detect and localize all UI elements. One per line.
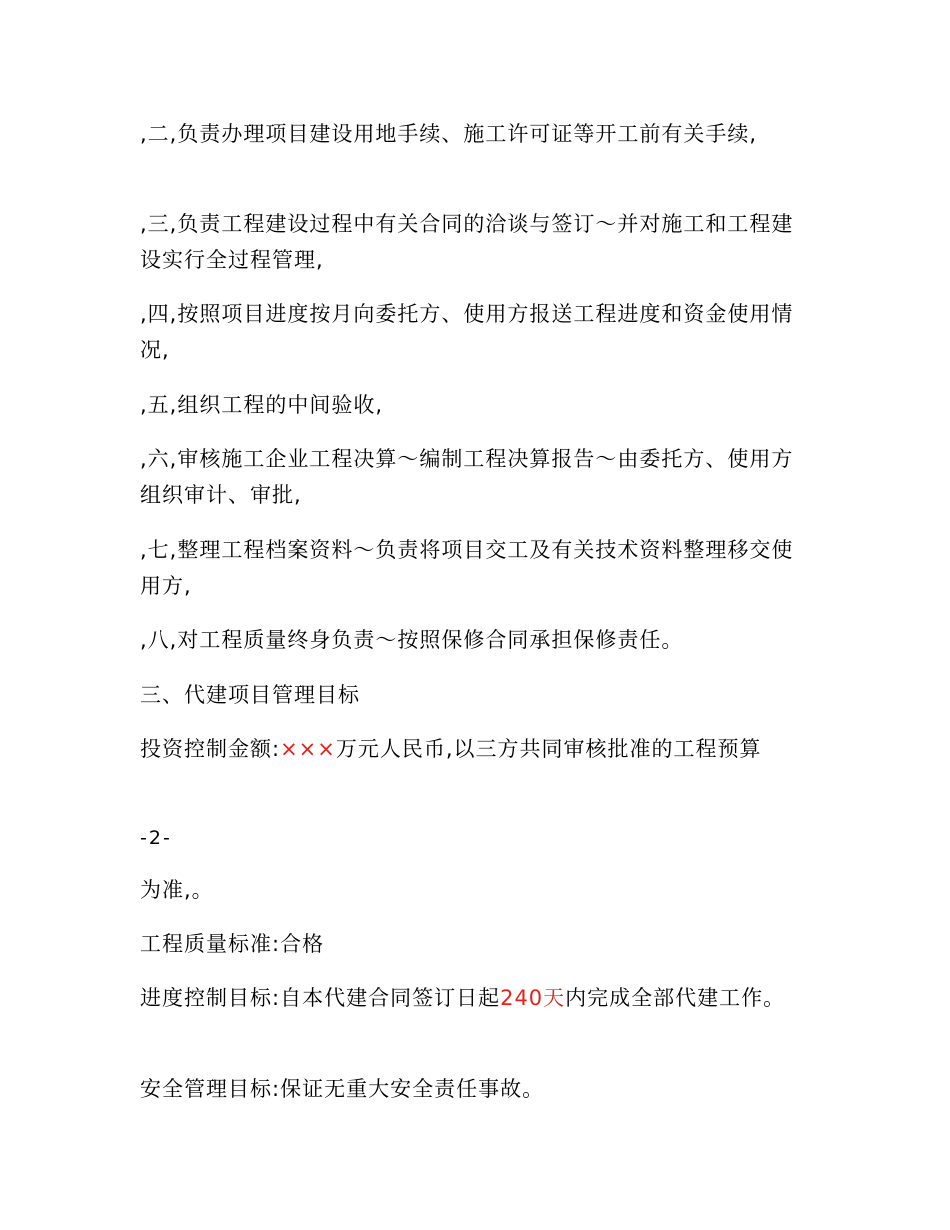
quality-target: 工程质量标准:合格 (140, 932, 325, 956)
page-number: -2- (140, 827, 172, 849)
investment-label: 投资控制金额: (140, 737, 281, 761)
section-heading: 三、代建项目管理目标 (140, 683, 360, 707)
schedule-label: 进度控制目标:自本代建合同签订日起 (140, 986, 501, 1010)
duty-item-2: ,二,负责办理项目建设用地手续、施工许可证等开工前有关手续, (140, 122, 758, 146)
duty-item-8: ,八,对工程质量终身负责～按照保修合同承担保修责任。 (140, 628, 684, 652)
investment-target (140, 731, 810, 767)
duty-item-4: ,四,按照项目进度按月向委托方、使用方报送工程进度和资金使用情况, (140, 302, 794, 362)
investment-continued: 为准,。 (140, 878, 214, 902)
investment-amount: ××× (280, 737, 336, 761)
duty-item-7: ,七,整理工程档案资料～负责将项目交工及有关技术资料整理移交使用方, (140, 538, 794, 598)
schedule-rest: 内完成全部代建工作。 (565, 986, 786, 1010)
safety-target: 安全管理目标:保证无重大安全责任事故。 (140, 1077, 545, 1101)
duty-item-5: ,五,组织工程的中间验收, (140, 393, 384, 417)
schedule-target (140, 980, 810, 1016)
schedule-days: 240天 (500, 986, 566, 1010)
investment-rest: 万元人民币,以三方共同审核批准的工程预算 (335, 737, 762, 761)
duty-item-3: ,三,负责工程建设过程中有关合同的洽谈与签订～并对施工和工程建设实行全过程管理, (140, 212, 794, 272)
duty-item-6: ,六,审核施工企业工程决算～编制工程决算报告～由委托方、使用方组织审计、审批, (140, 447, 794, 507)
